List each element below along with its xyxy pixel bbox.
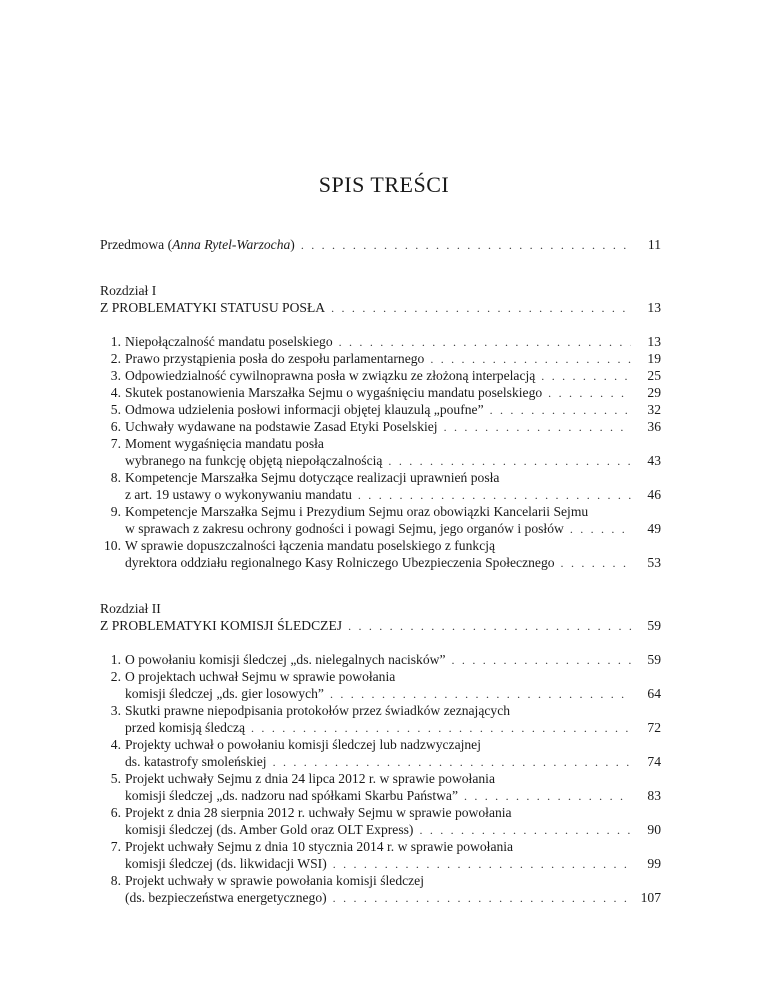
entry-title: komisji śledczej „ds. gier losowych” <box>125 686 324 701</box>
page-number: 53 <box>647 555 661 570</box>
entry-title: przed komisją śledczą <box>125 720 246 735</box>
toc-line <box>100 486 661 503</box>
page-title: SPIS TREŚCI <box>318 172 450 197</box>
toc-entry[interactable] <box>100 401 661 418</box>
entry-number: 5. <box>110 771 121 786</box>
toc-line <box>100 554 661 571</box>
toc-entry-chapter-1[interactable] <box>100 299 661 316</box>
toc-line <box>100 838 661 855</box>
leader-dots <box>301 237 631 254</box>
entry-title: Projekt uchwały w sprawie powołania komisji śledczej <box>125 873 424 888</box>
toc-line <box>100 804 661 821</box>
entry-number: 4. <box>110 737 121 752</box>
toc-line <box>100 855 661 872</box>
entry-number: 6. <box>110 805 121 820</box>
chapter-title: Z PROBLEMATYKI KOMISJI ŚLEDCZEJ <box>100 618 343 633</box>
leader-dots <box>333 856 631 873</box>
chapter-title: Z PROBLEMATYKI STATUSU POSŁA <box>100 300 326 315</box>
toc-line <box>100 753 661 770</box>
toc-line <box>100 872 661 889</box>
chapter-heading: Rozdział I <box>100 283 157 298</box>
toc-line <box>100 384 661 401</box>
toc-entry-preface[interactable] <box>100 236 661 253</box>
page-number: 36 <box>647 419 661 434</box>
toc-line <box>100 418 661 435</box>
entry-number: 9. <box>110 504 121 519</box>
toc-line <box>100 702 661 719</box>
toc-entry[interactable] <box>100 651 661 668</box>
entry-title: Kompetencje Marszałka Sejmu i Prezydium Sejmu oraz obowiązki Kancelarii Sejmu <box>125 504 589 519</box>
page-number: 49 <box>647 521 661 536</box>
page-number: 64 <box>647 686 661 701</box>
entry-number: 3. <box>110 703 121 718</box>
toc-line <box>100 668 661 685</box>
page-number: 74 <box>647 754 661 769</box>
entry-title: z art. 19 ustawy o wykonywaniu mandatu <box>125 487 352 502</box>
toc-entry-chapter-2[interactable] <box>100 617 661 634</box>
table-of-contents <box>100 236 661 906</box>
leader-dots <box>570 521 631 538</box>
entry-title: Odmowa udzielenia posłowi informacji objętej klauzulą „poufne” <box>125 402 484 417</box>
page-number: 46 <box>647 487 661 502</box>
toc-entry[interactable] <box>100 804 661 838</box>
toc-line <box>100 401 661 418</box>
toc-line <box>100 821 661 838</box>
entry-number: 1. <box>110 334 121 349</box>
entry-title: ds. katastrofy smoleńskiej <box>125 754 267 769</box>
leader-dots <box>561 555 631 572</box>
toc-entry[interactable] <box>100 702 661 736</box>
leader-dots <box>541 368 631 385</box>
entry-title: wybranego na funkcję objętą niepołączalnością <box>125 453 383 468</box>
entry-title: Prawo przystąpienia posła do zespołu parlamentarnego <box>125 351 425 366</box>
leader-dots <box>430 351 631 368</box>
entry-title: (ds. bezpieczeństwa energetycznego) <box>125 890 327 905</box>
entry-title: Projekt z dnia 28 sierpnia 2012 r. uchwały Sejmu w sprawie powołania <box>125 805 512 820</box>
entry-number: 2. <box>110 669 121 684</box>
chapter-1-entries <box>100 333 661 571</box>
toc-line <box>100 520 661 537</box>
page-number: 32 <box>647 402 661 417</box>
page-number: 25 <box>647 368 661 383</box>
leader-dots <box>331 300 631 317</box>
entry-title: Skutek postanowienia Marszałka Sejmu o wygaśnięciu mandatu poselskiego <box>125 385 543 400</box>
entry-number: 8. <box>110 873 121 888</box>
entry-number: 6. <box>110 419 121 434</box>
entry-title: Odpowiedzialność cywilnoprawna posła w związku ze złożoną interpelacją <box>125 368 536 383</box>
entry-number: 2. <box>110 351 121 366</box>
leader-dots <box>330 686 631 703</box>
toc-entry[interactable] <box>100 770 661 804</box>
toc-line <box>100 719 661 736</box>
entry-title: Uchwały wydawane na podstawie Zasad Etyki Poselskiej <box>125 419 438 434</box>
toc-entry[interactable] <box>100 537 661 571</box>
leader-dots <box>273 754 631 771</box>
entry-number: 7. <box>110 436 121 451</box>
entry-number: 7. <box>110 839 121 854</box>
page-number: 13 <box>647 300 661 315</box>
page-number: 99 <box>647 856 661 871</box>
toc-line <box>100 367 661 384</box>
page-number: 43 <box>647 453 661 468</box>
toc-entry[interactable] <box>100 469 661 503</box>
entry-number: 3. <box>110 368 121 383</box>
chapter-heading: Rozdział II <box>100 601 161 616</box>
entry-title: O powołaniu komisji śledczej „ds. nielegalnych nacisków” <box>125 652 446 667</box>
entry-title: komisji śledczej „ds. nadzoru nad spółkami Skarbu Państwa” <box>125 788 458 803</box>
leader-dots <box>548 385 631 402</box>
entry-title: komisji śledczej (ds. Amber Gold oraz OLT Express) <box>125 822 414 837</box>
entry-title: Skutki prawne niepodpisania protokołów przez świadków zeznających <box>125 703 511 718</box>
page-number: 59 <box>647 652 661 667</box>
page-number: 107 <box>640 890 661 905</box>
toc-line <box>100 651 661 668</box>
toc-entry[interactable] <box>100 333 661 350</box>
entry-title: Projekty uchwał o powołaniu komisji śledczej lub nadzwyczajnej <box>125 737 481 752</box>
toc-entry[interactable] <box>100 384 661 401</box>
toc-entry[interactable] <box>100 736 661 770</box>
leader-dots <box>348 618 631 635</box>
page-number: 11 <box>647 237 661 252</box>
toc-entry[interactable] <box>100 435 661 469</box>
entry-number: 10. <box>104 538 121 553</box>
page-number: 29 <box>647 385 661 400</box>
entry-title: Kompetencje Marszałka Sejmu dotyczące realizacji uprawnień posła <box>125 470 500 485</box>
chapter-2-entries <box>100 651 661 906</box>
entry-title: dyrektora oddziału regionalnego Kasy Rolniczego Ubezpieczenia Społecznego <box>125 555 555 570</box>
toc-line <box>100 787 661 804</box>
entry-title: Projekt uchwały Sejmu z dnia 24 lipca 2012 r. w sprawie powołania <box>125 771 495 786</box>
toc-line <box>100 452 661 469</box>
toc-line <box>100 503 661 520</box>
entry-number: 5. <box>110 402 121 417</box>
leader-dots <box>452 652 631 669</box>
leader-dots <box>464 788 631 805</box>
entry-title: O projektach uchwał Sejmu w sprawie powołania <box>125 669 396 684</box>
entry-title: Moment wygaśnięcia mandatu posła <box>125 436 324 451</box>
entry-number: 4. <box>110 385 121 400</box>
page-number: 72 <box>647 720 661 735</box>
toc-entry[interactable] <box>100 838 661 872</box>
entry-number: 1. <box>110 652 121 667</box>
toc-line <box>100 350 661 367</box>
page-number: 83 <box>647 788 661 803</box>
leader-dots <box>419 822 631 839</box>
leader-dots <box>388 453 631 470</box>
toc-line <box>100 770 661 787</box>
toc-entry[interactable] <box>100 668 661 702</box>
entry-title: Projekt uchwały Sejmu z dnia 10 stycznia 2014 r. w sprawie powołania <box>125 839 514 854</box>
toc-line <box>100 333 661 350</box>
page-number: 13 <box>647 334 661 349</box>
leader-dots <box>444 419 631 436</box>
page-number: 19 <box>647 351 661 366</box>
entry-title: komisji śledczej (ds. likwidacji WSI) <box>125 856 327 871</box>
leader-dots <box>251 720 631 737</box>
toc-entry[interactable] <box>100 872 661 906</box>
page-number: 90 <box>647 822 661 837</box>
toc-line <box>100 469 661 486</box>
entry-title: Niepołączalność mandatu poselskiego <box>125 334 333 349</box>
entry-number: 8. <box>110 470 121 485</box>
preface-label: Przedmowa (Anna Rytel-Warzocha) <box>100 237 295 252</box>
leader-dots <box>333 890 631 907</box>
toc-entry[interactable] <box>100 503 661 537</box>
page-number: 59 <box>647 618 661 633</box>
toc-entry[interactable] <box>100 350 661 367</box>
toc-entry[interactable] <box>100 418 661 435</box>
toc-entry[interactable] <box>100 367 661 384</box>
entry-title: w sprawach z zakresu ochrony godności i powagi Sejmu, jego organów i posłów <box>125 521 564 536</box>
toc-line <box>100 435 661 452</box>
toc-line <box>100 889 661 906</box>
leader-dots <box>490 402 631 419</box>
leader-dots <box>358 487 631 504</box>
toc-line <box>100 685 661 702</box>
leader-dots <box>339 334 631 351</box>
toc-line <box>100 736 661 753</box>
toc-line <box>100 537 661 554</box>
entry-title: W sprawie dopuszczalności łączenia mandatu poselskiego z funkcją <box>125 538 496 553</box>
